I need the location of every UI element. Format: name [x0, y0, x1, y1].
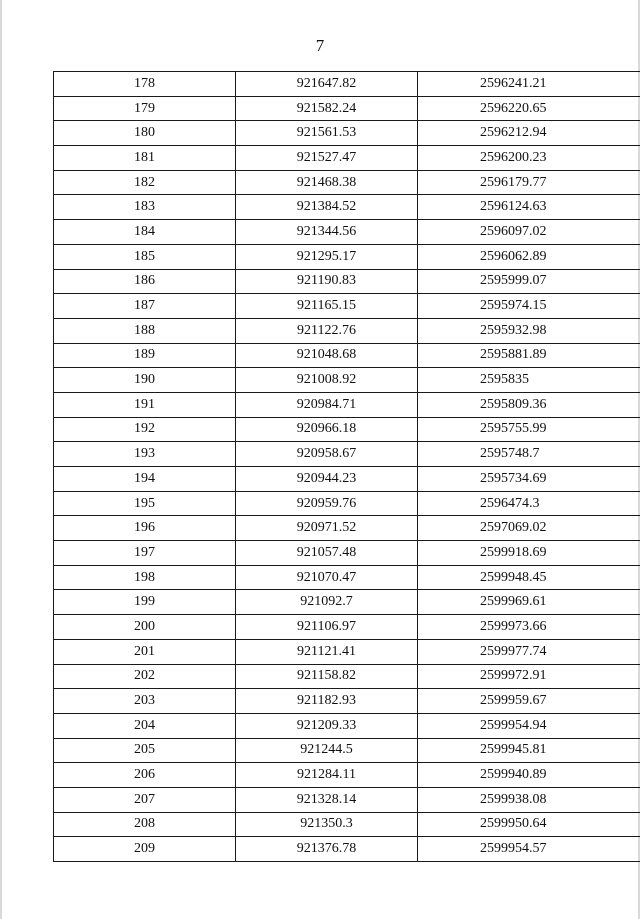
x-coordinate-cell: 921376.78	[236, 837, 418, 862]
y-coordinate-cell: 2599969.61	[418, 590, 640, 615]
point-number-cell: 180	[54, 121, 236, 146]
y-coordinate-cell: 2597069.02	[418, 516, 640, 541]
table-row	[54, 170, 640, 195]
point-number-cell: 195	[54, 491, 236, 516]
y-coordinate-cell: 2599945.81	[418, 738, 640, 763]
x-coordinate-cell: 921092.7	[236, 590, 418, 615]
x-coordinate-cell: 921158.82	[236, 664, 418, 689]
x-coordinate-cell: 921344.56	[236, 220, 418, 245]
point-number-cell: 199	[54, 590, 236, 615]
table-row	[54, 565, 640, 590]
table-row	[54, 516, 640, 541]
point-number-cell: 207	[54, 787, 236, 812]
y-coordinate-cell: 2599954.57	[418, 837, 640, 862]
table-row	[54, 294, 640, 319]
x-coordinate-cell: 920958.67	[236, 442, 418, 467]
x-coordinate-cell: 921527.47	[236, 146, 418, 171]
x-coordinate-cell: 921190.83	[236, 269, 418, 294]
x-coordinate-cell: 920959.76	[236, 491, 418, 516]
y-coordinate-cell: 2595999.07	[418, 269, 640, 294]
point-number-cell: 188	[54, 318, 236, 343]
y-coordinate-cell: 2595748.7	[418, 442, 640, 467]
point-number-cell: 179	[54, 96, 236, 121]
x-coordinate-cell: 921295.17	[236, 244, 418, 269]
point-number-cell: 205	[54, 738, 236, 763]
y-coordinate-cell: 2596097.02	[418, 220, 640, 245]
y-coordinate-cell: 2596179.77	[418, 170, 640, 195]
point-number-cell: 189	[54, 343, 236, 368]
table-row	[54, 343, 640, 368]
y-coordinate-cell: 2596241.21	[418, 72, 640, 97]
table-row	[54, 639, 640, 664]
table-row	[54, 763, 640, 788]
y-coordinate-cell: 2595755.99	[418, 417, 640, 442]
x-coordinate-cell: 920971.52	[236, 516, 418, 541]
x-coordinate-cell: 921057.48	[236, 541, 418, 566]
y-coordinate-cell: 2599950.64	[418, 812, 640, 837]
table-row	[54, 787, 640, 812]
x-coordinate-cell: 921106.97	[236, 615, 418, 640]
point-number-cell: 178	[54, 72, 236, 97]
point-number-cell: 206	[54, 763, 236, 788]
x-coordinate-cell: 921121.41	[236, 639, 418, 664]
point-number-cell: 196	[54, 516, 236, 541]
y-coordinate-cell: 2595734.69	[418, 467, 640, 492]
y-coordinate-cell: 2599954.94	[418, 713, 640, 738]
point-number-cell: 194	[54, 467, 236, 492]
y-coordinate-cell: 2596220.65	[418, 96, 640, 121]
point-number-cell: 186	[54, 269, 236, 294]
x-coordinate-cell: 920944.23	[236, 467, 418, 492]
x-coordinate-cell: 921182.93	[236, 689, 418, 714]
table-row	[54, 713, 640, 738]
y-coordinate-cell: 2595809.36	[418, 392, 640, 417]
coordinates-table-body	[54, 72, 640, 862]
point-number-cell: 184	[54, 220, 236, 245]
x-coordinate-cell: 921284.11	[236, 763, 418, 788]
x-coordinate-cell: 921008.92	[236, 368, 418, 393]
point-number-cell: 208	[54, 812, 236, 837]
table-row	[54, 417, 640, 442]
point-number-cell: 209	[54, 837, 236, 862]
table-row	[54, 96, 640, 121]
x-coordinate-cell: 921647.82	[236, 72, 418, 97]
table-row	[54, 318, 640, 343]
y-coordinate-cell: 2596062.89	[418, 244, 640, 269]
table-row	[54, 72, 640, 97]
x-coordinate-cell: 921165.15	[236, 294, 418, 319]
point-number-cell: 197	[54, 541, 236, 566]
point-number-cell: 198	[54, 565, 236, 590]
y-coordinate-cell: 2599959.67	[418, 689, 640, 714]
x-coordinate-cell: 921561.53	[236, 121, 418, 146]
y-coordinate-cell: 2599972.91	[418, 664, 640, 689]
y-coordinate-cell: 2599977.74	[418, 639, 640, 664]
point-number-cell: 201	[54, 639, 236, 664]
y-coordinate-cell: 2596200.23	[418, 146, 640, 171]
point-number-cell: 193	[54, 442, 236, 467]
x-coordinate-cell: 920984.71	[236, 392, 418, 417]
y-coordinate-cell: 2595835	[418, 368, 640, 393]
x-coordinate-cell: 921384.52	[236, 195, 418, 220]
y-coordinate-cell: 2599973.66	[418, 615, 640, 640]
x-coordinate-cell: 921209.33	[236, 713, 418, 738]
y-coordinate-cell: 2595932.98	[418, 318, 640, 343]
x-coordinate-cell: 920966.18	[236, 417, 418, 442]
x-coordinate-cell: 921468.38	[236, 170, 418, 195]
table-row	[54, 738, 640, 763]
table-row	[54, 392, 640, 417]
point-number-cell: 182	[54, 170, 236, 195]
point-number-cell: 187	[54, 294, 236, 319]
point-number-cell: 192	[54, 417, 236, 442]
y-coordinate-cell: 2596212.94	[418, 121, 640, 146]
point-number-cell: 200	[54, 615, 236, 640]
point-number-cell: 204	[54, 713, 236, 738]
table-row	[54, 590, 640, 615]
y-coordinate-cell: 2599938.08	[418, 787, 640, 812]
point-number-cell: 202	[54, 664, 236, 689]
table-row	[54, 220, 640, 245]
table-row	[54, 837, 640, 862]
table-row	[54, 146, 640, 171]
x-coordinate-cell: 921048.68	[236, 343, 418, 368]
table-row	[54, 368, 640, 393]
y-coordinate-cell: 2596124.63	[418, 195, 640, 220]
x-coordinate-cell: 921244.5	[236, 738, 418, 763]
table-row	[54, 541, 640, 566]
point-number-cell: 181	[54, 146, 236, 171]
scan-border-left	[0, 0, 2, 919]
table-row	[54, 812, 640, 837]
x-coordinate-cell: 921582.24	[236, 96, 418, 121]
table-row	[54, 244, 640, 269]
y-coordinate-cell: 2596474.3	[418, 491, 640, 516]
page-number: 7	[315, 36, 325, 55]
x-coordinate-cell: 921070.47	[236, 565, 418, 590]
x-coordinate-cell: 921328.14	[236, 787, 418, 812]
point-number-cell: 190	[54, 368, 236, 393]
y-coordinate-cell: 2595881.89	[418, 343, 640, 368]
table-row	[54, 664, 640, 689]
table-row	[54, 615, 640, 640]
table-row	[54, 491, 640, 516]
point-number-cell: 183	[54, 195, 236, 220]
point-number-cell: 185	[54, 244, 236, 269]
table-row	[54, 269, 640, 294]
point-number-cell: 203	[54, 689, 236, 714]
table-row	[54, 121, 640, 146]
y-coordinate-cell: 2595974.15	[418, 294, 640, 319]
table-row	[54, 442, 640, 467]
y-coordinate-cell: 2599948.45	[418, 565, 640, 590]
table-row	[54, 467, 640, 492]
coordinates-table	[53, 71, 640, 862]
y-coordinate-cell: 2599918.69	[418, 541, 640, 566]
table-row	[54, 689, 640, 714]
table-row	[54, 195, 640, 220]
x-coordinate-cell: 921350.3	[236, 812, 418, 837]
x-coordinate-cell: 921122.76	[236, 318, 418, 343]
point-number-cell: 191	[54, 392, 236, 417]
y-coordinate-cell: 2599940.89	[418, 763, 640, 788]
